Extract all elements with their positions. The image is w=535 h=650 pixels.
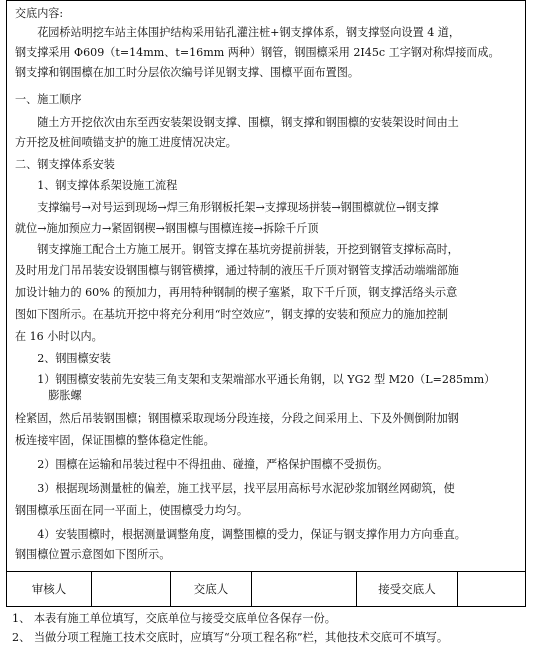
subsection-heading: 2、钢围檩安装 bbox=[15, 352, 111, 365]
content-line: 2）围檩在运输和吊装过程中不得扭曲、碰撞，严格保护围檩不受损伤。 bbox=[15, 458, 389, 471]
content-line: 钢支撑和钢围檩在加工时分层依次编号详见钢支撑、围檩平面布置图。 bbox=[15, 66, 359, 79]
content-line: 及时用龙门吊吊装安设钢围檩与钢管横撑，通过特制的液压千斤顶对钢管支撑活动端端部施 bbox=[15, 264, 459, 277]
content-line: 方开挖及桩间喷锚支护的施工进度情况决定。 bbox=[15, 136, 237, 149]
receiver-sign-cell bbox=[458, 572, 526, 606]
content-heading: 交底内容: bbox=[15, 7, 64, 20]
reviewer-sign-cell bbox=[92, 572, 170, 606]
discloser-label: 交底人 bbox=[193, 582, 229, 596]
content-line: 4）安装围檩时，根据测量调整角度，调整围檩的受力，保证与钢支撑作用力方向垂直。 bbox=[15, 528, 466, 541]
subsection-heading: 1、钢支撑体系架设施工流程 bbox=[15, 179, 178, 192]
content-line: 钢围檩位置示意图如下图所示。 bbox=[15, 548, 171, 561]
reviewer-label: 审核人 bbox=[31, 582, 67, 596]
content-line: 栓紧固，然后吊装钢围檩；钢围檩采取现场分段连接，分段之间采用上、下及外侧倒附加钢 bbox=[15, 412, 459, 425]
content-line: 在 16 小时以内。 bbox=[15, 330, 103, 343]
signature-row bbox=[6, 572, 526, 607]
content-line: 就位→施加预应力→紧固钢楔→钢围檩与围檩连接→拆除千斤顶 bbox=[15, 222, 319, 235]
section-heading: 二、钢支撑体系安装 bbox=[15, 158, 115, 171]
disclosure-content-box bbox=[6, 0, 526, 572]
footnote: 2、 当做分项工程施工技术交底时，应填写“分项工程名称”栏，其他技术交底可不填写。 bbox=[12, 631, 449, 644]
discloser-sign-cell bbox=[252, 572, 356, 606]
content-line: 加设计轴力的 60% 的预加力，再用特种钢制的楔子塞紧，取下千斤顶，钢支撑活络头示意 bbox=[15, 286, 458, 299]
content-line: 3）根据现场测量桩的偏差，施工找平层，找平层用高标号水泥砂浆加钢丝网砌筑，使 bbox=[15, 482, 455, 495]
content-line: 钢围檩承压面在同一平面上，使围檩受力均匀。 bbox=[15, 504, 248, 517]
content-line: 1）钢围檩安装前先安装三角支架和支架端部水平通长角钢，以 YG2 型 M20（L=285mm） bbox=[15, 373, 496, 386]
content-line: 随土方开挖依次由东至西安装架设钢支撑、围檩，钢支撑和钢围檩的安装架设时间由土 bbox=[15, 116, 459, 129]
receiver-label: 接受交底人 bbox=[378, 582, 436, 596]
content-line: 钢支撑施工配合土方施工展开。钢管支撑在基坑旁提前拼装，开挖到钢管支撑标高时， bbox=[15, 243, 459, 256]
content-line: 板连接牢固，保证围檩的整体稳定性能。 bbox=[15, 434, 215, 447]
footnote: 1、 本表有施工单位填写，交底单位与接受交底单位各保存一份。 bbox=[12, 612, 336, 625]
content-line: 钢支撑采用 Φ609（t=14mm、t=16mm 两种）钢管，钢围檩采用 2I45c 工字钢对称焊接而成。 bbox=[15, 46, 500, 59]
content-line: 膨胀螺 bbox=[15, 389, 82, 402]
section-heading: 一、施工顺序 bbox=[15, 93, 82, 106]
content-line: 支撑编号→对号运到现场→焊三角形钢板托架→支撑现场拼装→钢围檩就位→钢支撑 bbox=[15, 201, 439, 214]
content-line: 图如下图所示。在基坑开挖中将充分利用“时空效应”，钢支撑的安装和预应力的施加控制 bbox=[15, 308, 448, 321]
content-line: 花园桥站明挖车站主体围护结构采用钻孔灌注桩+钢支撑体系，钢支撑竖向设置 4 道， bbox=[15, 26, 460, 39]
